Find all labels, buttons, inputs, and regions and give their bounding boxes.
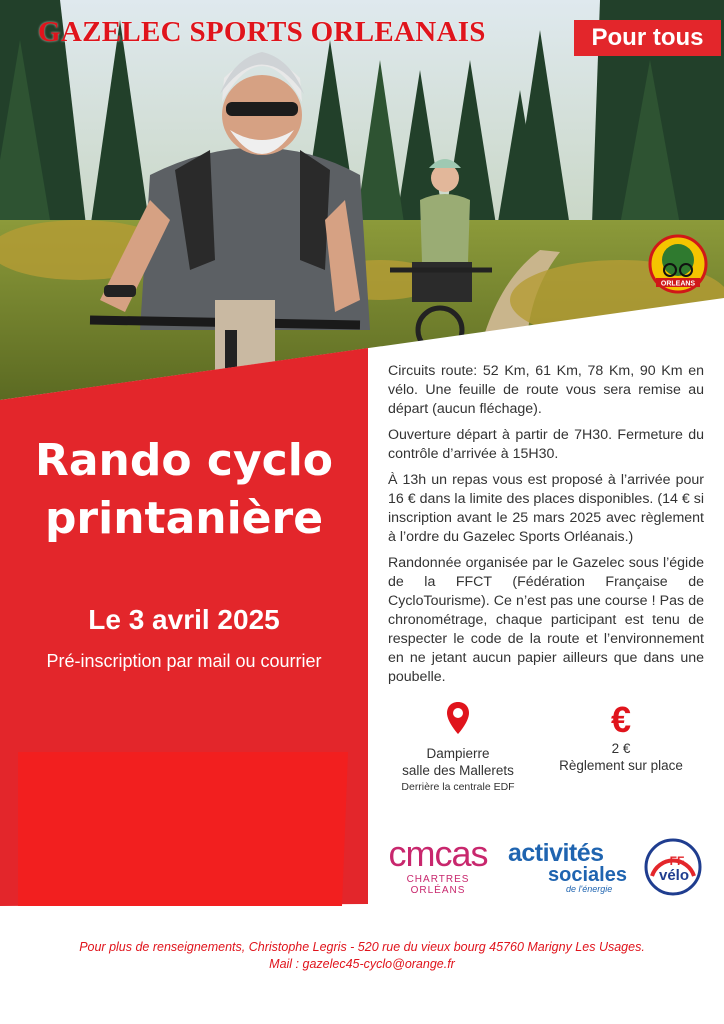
energie-word: de l'énergie bbox=[566, 884, 613, 894]
price-amount: 2 € bbox=[611, 741, 631, 756]
club-name: GAZELEC SPORTS ORLEANAIS bbox=[38, 16, 486, 48]
club-logo-text: ORLEANS bbox=[660, 280, 696, 288]
payment-note: Règlement sur place bbox=[559, 758, 683, 773]
ffvelo-logo bbox=[644, 838, 702, 900]
contact-footer bbox=[0, 939, 724, 973]
event-date: Le 3 avril 2025 bbox=[88, 604, 280, 635]
contact-email: Mail : gazelec45-cyclo@orange.fr bbox=[269, 957, 455, 971]
description-paragraph: Circuits route: 52 Km, 61 Km, 78 Km, 90 Km en vélo. Une feuille de route vous sera remise au départ (aucun fléchage). bbox=[388, 363, 704, 417]
map-pin-icon bbox=[445, 700, 471, 740]
club-logo bbox=[648, 234, 708, 298]
event-title bbox=[0, 432, 368, 548]
event-description bbox=[388, 362, 704, 694]
location-venue: salle des Mallerets bbox=[402, 763, 514, 778]
activites-sociales-logo bbox=[508, 840, 632, 894]
cmcas-sub2: ORLÉANS bbox=[410, 885, 466, 896]
event-title-line2: printanière bbox=[44, 493, 324, 544]
cmcas-brand: cmcas bbox=[388, 833, 488, 874]
sociales-word: sociales bbox=[548, 864, 627, 886]
activites-word: activités bbox=[508, 839, 604, 867]
contact-line: Pour plus de renseignements, Christophe Legris - 520 rue du vieux bourg 45760 Marigny Les Usages. bbox=[79, 940, 645, 954]
location-info bbox=[388, 700, 528, 795]
location-detail: Derrière la centrale EDF bbox=[401, 781, 515, 793]
event-title-line1: Rando cyclo bbox=[34, 435, 334, 486]
location-name: Dampierre bbox=[426, 746, 490, 761]
ffvelo-ff: FF bbox=[669, 854, 685, 868]
cmcas-sub1: CHARTRES bbox=[406, 874, 470, 885]
cmcas-logo bbox=[388, 834, 488, 896]
audience-badge: Pour tous bbox=[574, 20, 721, 56]
description-paragraph: À 13h un repas vous est proposé à l’arrivée pour 16 € dans la limite des places disponibles. (14 € si inscription avant le 25 mars 2025 avec règlement à l’ordre du Gazelec Sports Orléanais.) bbox=[388, 472, 704, 545]
euro-icon: € bbox=[610, 699, 632, 740]
ffvelo-velo: vélo bbox=[658, 867, 690, 884]
description-paragraph: Ouverture départ à partir de 7H30. Fermeture du contrôle d’arrivée à 15H30. bbox=[388, 427, 704, 462]
description-paragraph: Randonnée organisée par le Gazelec sous l’égide de la FFCT (Fédération Française de CycloTourisme). Ce n’est pas une course ! Pas de chronométrage, chaque participant est tenu de respecter le code de la route et l’environnement en ne jetant aucun papier ailleurs que dans une poubelle. bbox=[388, 555, 704, 685]
registration-note: Pré-inscription par mail ou courrier bbox=[46, 651, 322, 671]
price-info bbox=[548, 700, 694, 774]
